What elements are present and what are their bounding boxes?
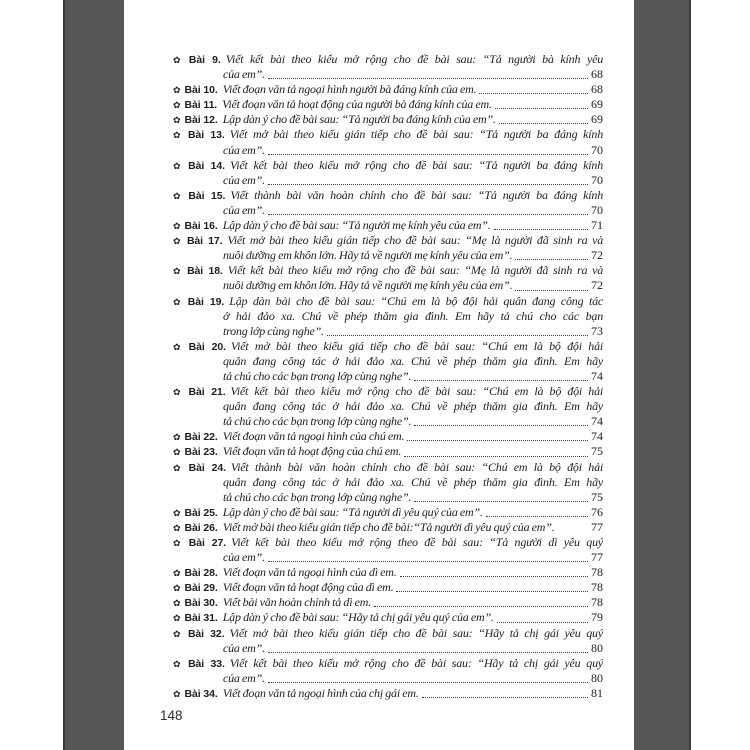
entry-page-number: 74 (591, 368, 603, 383)
entry-text: Viết mở bài theo kiểu giá tiếp cho đề bài sau: “Chú em là bộ đội hải (230, 338, 603, 353)
flower-bullet-icon: ✿ (173, 629, 184, 640)
entry-text: Viết đoạn văn tả hoạt động của người bà đáng kính của em. (222, 97, 492, 112)
toc-entry (173, 233, 603, 263)
toc-entry (173, 520, 603, 535)
dot-leader (495, 108, 588, 109)
entry-text: Lập dàn ý cho đề bài sau: “Tả người dì yêu quý của em”. (222, 504, 483, 519)
entry-text: Viết kết bài theo kiểu mở rộng cho đề bài sau: “Hãy tả chị gái yêu quý (229, 655, 603, 670)
entry-label: Bài 23. (184, 446, 218, 459)
toc-entry (173, 656, 603, 686)
flower-bullet-icon: ✿ (173, 191, 185, 202)
entry-label: Bài 19. (187, 295, 225, 308)
entry-page-number: 76 (591, 504, 603, 519)
toc-entry-line (173, 384, 603, 399)
dot-leader (327, 335, 588, 336)
flower-bullet-icon: ✿ (173, 131, 185, 142)
dot-leader (404, 456, 588, 457)
toc-entry (173, 460, 603, 505)
toc-entry-last-line (173, 218, 603, 233)
dot-leader (486, 516, 588, 517)
flower-bullet-icon: ✿ (173, 267, 184, 278)
entry-label: Bài 17. (186, 235, 223, 248)
entry-label: Bài 29. (184, 582, 218, 595)
flower-bullet-icon: ✿ (173, 388, 185, 399)
toc-entry (173, 188, 603, 218)
toc-entry-line (173, 535, 603, 550)
flower-bullet-icon: ✿ (173, 297, 184, 308)
entry-label: Bài 34. (184, 687, 218, 700)
entry-page-number: 68 (591, 82, 603, 97)
entry-label: Bài 10. (184, 84, 218, 97)
dot-leader (515, 290, 588, 291)
entry-page-number: 75 (591, 444, 603, 459)
entry-text: Viết kết bài theo kiểu mở rộng theo đề bài sau: “Tả người dì yêu quý (231, 535, 603, 549)
entry-text: trong lớp cùng nghe”. (223, 323, 324, 338)
entry-text: của em”. (223, 550, 265, 565)
dot-leader (499, 123, 588, 124)
toc-entry (173, 218, 603, 233)
entry-label: Bài 26. (184, 521, 218, 534)
toc-entry-last-line (173, 82, 603, 97)
entry-page-number: 70 (591, 202, 603, 217)
flower-bullet-icon: ✿ (173, 433, 181, 444)
entry-text: quân đang công tác ở hải đảo xa. Chú về phép thăm gia đình. Em hãy (223, 353, 603, 368)
entry-page-number: 81 (591, 685, 603, 700)
page-number: 148 (160, 708, 183, 723)
dot-leader (268, 184, 588, 185)
entry-page-number: 72 (591, 278, 603, 293)
dot-leader (414, 380, 588, 381)
toc-entry-line (173, 309, 603, 324)
toc-entry-last-line (173, 429, 603, 444)
toc-entry (173, 158, 603, 188)
entry-label: Bài 13. (188, 129, 225, 142)
entry-page-number: 72 (591, 248, 603, 263)
flower-bullet-icon: ✿ (173, 56, 185, 66)
entry-label: Bài 11. (184, 99, 218, 112)
entry-text: Viết thành bài văn hoàn chỉnh cho đề bài sau: “Chú em là bộ đội hải (230, 459, 603, 474)
toc-entry (173, 127, 603, 157)
entry-page-number: 80 (591, 670, 603, 685)
flower-bullet-icon: ✿ (173, 523, 181, 534)
entry-text: Viết đoạn văn tả ngoại hình của chú em. (222, 429, 405, 444)
entry-label: Bài 32. (187, 627, 225, 640)
toc-entry-line (173, 294, 603, 309)
toc-entry-line (173, 354, 603, 369)
toc-entry-last-line (173, 143, 603, 158)
toc-entry (173, 565, 603, 580)
entry-text: tả chú cho các bạn trong lớp cùng nghe”. (223, 489, 412, 504)
entry-text: của em”. (223, 172, 265, 187)
entry-label: Bài 20. (188, 340, 226, 353)
toc-entry-last-line (173, 641, 603, 656)
toc-entry-last-line (173, 671, 603, 686)
toc-entry-last-line (173, 505, 603, 520)
entry-page-number: 77 (591, 550, 603, 565)
toc-entry-line (173, 233, 603, 248)
toc-entry (173, 595, 603, 610)
toc-entry (173, 686, 603, 701)
entry-label: Bài 12. (184, 114, 218, 127)
entry-text: Viết đoạn văn tả ngoại hình của dì em. (222, 565, 397, 580)
entry-label: Bài 30. (184, 597, 218, 610)
toc-entry-line (173, 656, 603, 671)
entry-page-number: 78 (591, 565, 603, 580)
toc-entry-last-line (173, 595, 603, 610)
entry-page-number: 77 (591, 519, 603, 534)
entry-page-number: 69 (591, 97, 603, 112)
toc-entry-last-line (173, 67, 603, 82)
entry-text: của em”. (223, 142, 265, 157)
entry-label: Bài 9. (188, 54, 221, 66)
entry-page-number: 74 (591, 429, 603, 444)
flower-bullet-icon: ✿ (173, 689, 181, 700)
entry-label: Bài 31. (184, 612, 218, 625)
toc-entry (173, 263, 603, 293)
toc-entry-line (173, 188, 603, 203)
flower-bullet-icon: ✿ (173, 599, 181, 610)
toc-entry-last-line (173, 278, 603, 293)
dot-leader (268, 154, 588, 155)
entry-text: Lập dàn ý cho đề bài sau: “Hãy tả chị gái yêu quý của em”. (222, 610, 494, 625)
entry-text: Viết mở bài theo kiểu gián tiếp cho đề bài sau: “Tả người ba đáng kính (229, 127, 603, 142)
toc-entry-last-line (173, 580, 603, 595)
toc-entry-line (173, 127, 603, 142)
flower-bullet-icon: ✿ (173, 659, 185, 670)
toc-entry (173, 626, 603, 656)
entry-label: Bài 24. (188, 461, 226, 474)
toc-entry (173, 339, 603, 384)
entry-text: Viết mở bài theo kiểu gián tiếp cho đề bài sau: “Mẹ là người đã sinh ra và (227, 233, 603, 248)
flower-bullet-icon: ✿ (173, 448, 181, 459)
entry-label: Bài 25. (184, 506, 218, 519)
entry-text: Viết kết bài theo kiểu mở rộng cho đề bài sau: “Tả người bà kính yêu (225, 52, 603, 66)
entry-text: Viết kết bài theo kiểu mở rộng cho đề bài sau: “Tả người ba đáng kính (229, 157, 603, 172)
entry-text: tả chú cho các bạn trong lớp cùng nghe”. (223, 368, 412, 383)
toc-entry (173, 505, 603, 520)
entry-label: Bài 33. (188, 657, 225, 670)
toc-entry-last-line (173, 248, 603, 263)
entry-text: Viết đoạn văn tả ngoại hình của chị gái em. (222, 685, 419, 700)
toc-entry (173, 82, 603, 97)
flower-bullet-icon: ✿ (173, 463, 185, 474)
entry-text: Viết đoạn văn tả hoạt động của dì em. (222, 580, 394, 595)
toc-entry-line (173, 460, 603, 475)
toc-entry-last-line (173, 112, 603, 127)
entry-text: quân đang công tác ở hải đảo xa. Chú về phép thăm gia đình. Em hãy (223, 474, 603, 489)
toc-entry-line (173, 626, 603, 641)
toc-entry (173, 294, 603, 339)
dot-leader (396, 591, 588, 592)
toc-entry-last-line (173, 97, 603, 112)
entry-page-number: 70 (591, 142, 603, 157)
toc-entry-last-line (173, 686, 603, 701)
entry-text: Viết kết bài theo kiểu mở rộng cho đề bài sau: “Chú em là bộ đội hải (230, 384, 603, 399)
toc-entry-line (173, 158, 603, 173)
flower-bullet-icon: ✿ (173, 86, 181, 97)
dot-leader (268, 78, 588, 79)
toc-entry (173, 384, 603, 429)
entry-label: Bài 16. (184, 220, 218, 233)
entry-text: nuôi dưỡng em khôn lớn. Hãy tả về người mẹ kính yêu của em”. (223, 248, 513, 263)
toc-entry-line (173, 339, 603, 354)
entry-text: nuôi dưỡng em khôn lớn. Hãy tả về người mẹ kính yêu của em”. (223, 278, 513, 293)
entry-page-number: 80 (591, 640, 603, 655)
entry-text: của em”. (223, 670, 265, 685)
entry-page-number: 79 (591, 610, 603, 625)
flower-bullet-icon: ✿ (173, 101, 181, 112)
flower-bullet-icon: ✿ (173, 237, 183, 248)
toc-entry-last-line (173, 414, 603, 429)
entry-page-number: 78 (591, 580, 603, 595)
toc-entry (173, 444, 603, 459)
flower-bullet-icon: ✿ (173, 116, 181, 127)
dot-leader (414, 501, 588, 502)
dot-leader (494, 229, 588, 230)
entry-text: của em”. (223, 202, 265, 217)
dot-leader (407, 440, 588, 441)
entry-label: Bài 15. (188, 189, 226, 202)
dot-leader (268, 561, 588, 562)
flower-bullet-icon: ✿ (173, 222, 181, 233)
dot-leader (268, 652, 588, 653)
entry-text: Viết thành bài văn hoàn chỉnh cho đề bài sau: “Tả người ba đáng kính (230, 187, 603, 202)
toc-entry-last-line (173, 173, 603, 188)
flower-bullet-icon: ✿ (173, 161, 185, 172)
dot-leader (479, 93, 588, 94)
dot-leader (414, 425, 588, 426)
toc-entry (173, 535, 603, 565)
toc-entry-line (173, 399, 603, 414)
toc-entry (173, 610, 603, 625)
toc-entry-last-line (173, 550, 603, 565)
entry-text: Viết kết bài theo kiểu mở rộng cho đề bài sau: “Mẹ là người đã sinh ra và (227, 263, 603, 278)
dot-leader (268, 214, 588, 215)
toc-entry (173, 429, 603, 444)
dot-leader (268, 682, 588, 683)
entry-page-number: 68 (591, 67, 603, 82)
entry-text: Viết mở bài theo kiểu gián tiếp cho đề bài sau: “Hãy tả chị gái yêu quý (229, 625, 603, 640)
entry-text: Viết đoạn văn tả hoạt động của chú em. (222, 444, 402, 459)
toc-entry-last-line (173, 203, 603, 218)
entry-page-number: 73 (591, 323, 603, 338)
toc-entry-last-line (173, 444, 603, 459)
toc-entry-line (173, 263, 603, 278)
entry-text: Lập dàn bài cho đề bài sau: “Chú em là bộ đội hải quân đang công tác (229, 293, 603, 308)
entry-page-number: 71 (591, 218, 603, 233)
toc-entry-line (173, 52, 603, 67)
dot-leader (400, 576, 588, 577)
entry-text: của em”. (223, 67, 265, 82)
dot-leader (422, 697, 588, 698)
entry-text: ở hải đảo xa. Chú về phép thăm gia đình. Em hãy tả chú cho các bạn (223, 308, 603, 323)
entry-label: Bài 22. (184, 431, 218, 444)
entry-text: Lập dàn ý cho đề bài sau: “Tả người ba đáng kính của em”. (222, 112, 496, 127)
toc-entry-last-line (173, 565, 603, 580)
dot-leader (497, 622, 588, 623)
entry-label: Bài 14. (188, 159, 225, 172)
flower-bullet-icon: ✿ (173, 584, 181, 595)
toc-entry-last-line (173, 490, 603, 505)
toc-entry-last-line (173, 520, 603, 535)
entry-text: Lập dàn ý cho đề bài sau: “Tả người mẹ kính yêu của em”. (222, 218, 491, 233)
toc-entry-last-line (173, 610, 603, 625)
flower-bullet-icon: ✿ (173, 539, 185, 549)
flower-bullet-icon: ✿ (173, 569, 181, 580)
toc-entry (173, 97, 603, 112)
entry-text: Viết bài văn hoàn chỉnh tả dì em. (222, 595, 372, 610)
toc-entry-last-line (173, 324, 603, 339)
entry-text: Viết mở bài theo kiểu gián tiếp cho đề bài:“Tả người dì yêu quý của em”. (222, 519, 555, 534)
entry-text: của em”. (223, 640, 265, 655)
dot-leader (515, 259, 588, 260)
table-of-contents (173, 52, 603, 701)
entry-page-number: 78 (591, 595, 603, 610)
entry-text: quân đang công tác ở hải đảo xa. Chú về phép thăm gia đình. Em hãy (223, 399, 603, 414)
entry-label: Bài 21. (188, 386, 226, 399)
toc-entry-last-line (173, 369, 603, 384)
entry-page-number: 69 (591, 112, 603, 127)
flower-bullet-icon: ✿ (173, 508, 181, 519)
entry-page-number: 70 (591, 172, 603, 187)
entry-text: tả chú cho các bạn trong lớp cùng nghe”. (223, 414, 412, 429)
entry-label: Bài 18. (187, 265, 223, 278)
toc-entry (173, 52, 603, 82)
entry-label: Bài 28. (184, 567, 218, 580)
toc-entry (173, 580, 603, 595)
flower-bullet-icon: ✿ (173, 342, 185, 353)
entry-page-number: 74 (591, 414, 603, 429)
toc-entry (173, 112, 603, 127)
entry-page-number: 75 (591, 489, 603, 504)
entry-text: Viết đoạn văn tả ngoại hình người bà đáng kính của em. (222, 82, 477, 97)
dot-leader (374, 606, 588, 607)
entry-label: Bài 27. (188, 537, 227, 549)
flower-bullet-icon: ✿ (173, 614, 181, 625)
toc-entry-line (173, 475, 603, 490)
